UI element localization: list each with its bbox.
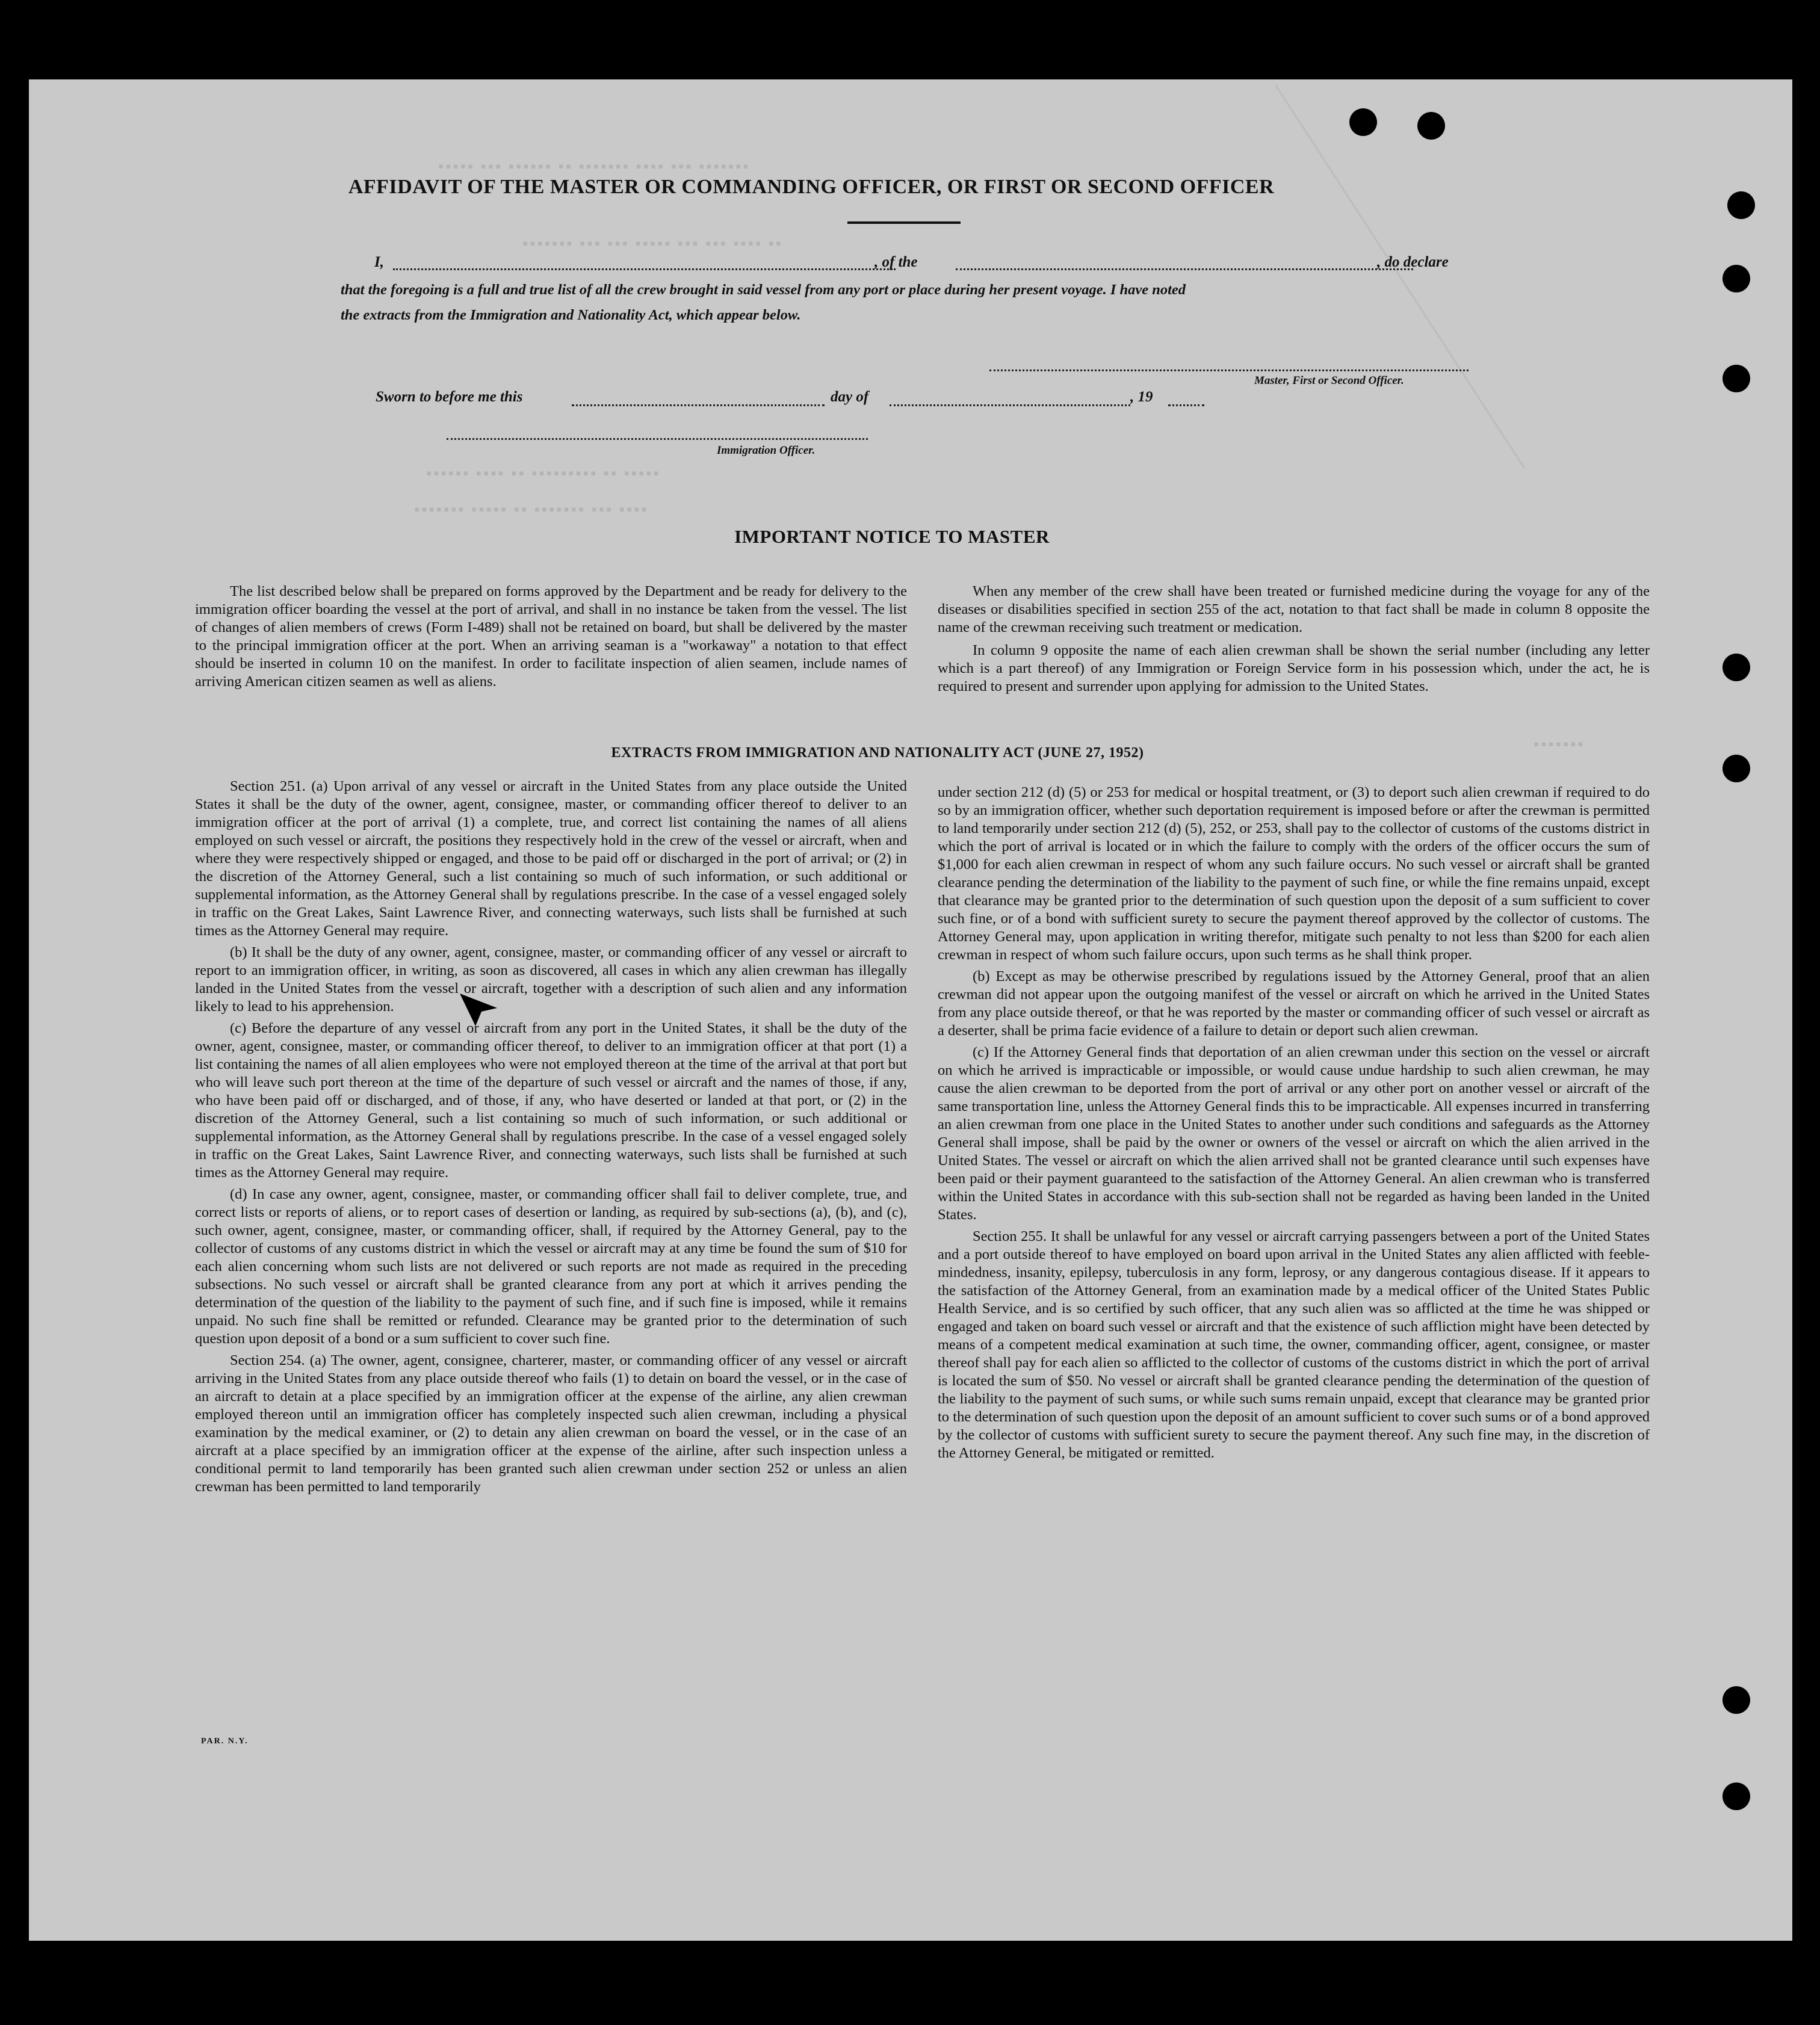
bleed-through-mark: ▪▪▪▪▪▪▪ ▪▪▪▪▪ ▪▪ ▪▪▪▪▪▪▪ ▪▪▪ ▪▪▪▪ [414,501,649,518]
binder-hole [1722,1686,1750,1714]
notice-title: IMPORTANT NOTICE TO MASTER [734,526,1050,547]
day-of-label: day of [831,389,869,405]
notice-left-paragraph: The list described below shall be prepared on forms approved by the Department and be ready for delivery to the immigration officer boarding the vessel at the port of arrival, and shall in no instance be taken from the vessel. The list of changes of alien members of crews (Form I-489) shall not be retained on board, but shall be delivered by the master to the principal immigration officer at the port. When an arriving seaman is a "workaway" a notation to that effect should be inserted in column 10 on the manifest. In order to facilitate inspection of alien seamen, include names of arriving American citizen seamen as well as aliens. [195,583,907,690]
fold-crease [1275,84,1525,469]
vessel-field-line[interactable] [956,268,1413,270]
name-field-line[interactable] [393,268,896,270]
binder-hole [1722,365,1750,392]
bleed-through-mark: ▪▪▪▪▪▪ ▪▪▪▪ ▪▪ ▪▪▪▪▪▪▪▪▪ ▪▪ ▪▪▪▪▪ [426,465,661,482]
binder-hole [1727,191,1755,219]
section-251d: (d) In case any owner, agent, consignee, master, or commanding officer shall fail to deliver complete, true, and correct lists or reports of aliens, or to report cases of desertion or landing, as required by sub-sections (a), (b), and (c), such owner, agent, consignee, master, or commanding officer, shall, if required by the Attorney General, pay to the collector of customs of any customs district in which the vessel or aircraft may at any time be found the sum of $10 for each alien concerning whom such lists are not delivered or such reports are not made as required in the preceding subsections. No such vessel or aircraft shall be granted clearance from any port at which it arrives pending the determination of the question of the liability to the payment of such fine, and if such fine is imposed, while it remains unpaid. No such fine shall be remitted or refunded. Clearance may be granted prior to the determination of such question upon deposit of a bond or a sum sufficient to cover such fine. [195,1186,907,1347]
pointer-arrow-icon [457,990,500,1028]
year-prefix-label: , 19 [1130,389,1153,405]
extracts-title: EXTRACTS FROM IMMIGRATION AND NATIONALITY ACT (JUNE 27, 1952) [611,745,1144,761]
master-signature-label: Master, First or Second Officer. [1254,374,1404,387]
officer-signature-label: Immigration Officer. [717,444,816,457]
section-251c: (c) Before the departure of any vessel or aircraft from any port in the United States, it shall be the duty of the owner, agent, consignee, master, or commanding officer thereof, to deliver to an immigration officer at that port (1) a list containing the names of all alien employees who were not employed thereon at the time of the arrival at that port but who will leave such port thereon at the time of the departure of such vessel or aircraft and the names of those, if any, who have been paid off or discharged, and of those, if any, who have deserted or landed at that port, or (2) in the discretion of the Attorney General, such a list containing so much of such information, or such additional or supplemental information, as the Attorney General shall by regulations prescribe. In the case of a vessel engaged solely in traffic on the Great Lakes, Saint Lawrence River, and connecting waterways, such lists shall be furnished at such times as the Attorney General may require. [195,1020,907,1181]
notice-right-paragraph-2: In column 9 opposite the name of each alien crewman shall be shown the serial number (including any letter which is a part thereof) of any Immigration or Foreign Service form in his possession which, under the act, he is required to present and surrender upon applying for admission to the United States. [938,642,1650,694]
section-255: Section 255. It shall be unlawful for any vessel or aircraft carrying passengers between a port of the United States and a port outside thereof to have employed on board upon arrival in the United States any alien afflicted with feeble-mindedness, insanity, epilepsy, tuberculosis in any form, leprosy, or any dangerous contagious disease. If it appears to the satisfaction of the Attorney General, from an examination made by a medical officer of the United States Public Health Service, and is so certified by such officer, that any such alien was so afflicted at the time he was shipped or engaged and taken on board such vessel or aircraft and that the existence of such affliction might have been detected by means of a competent medical examination at such time, the owner, commanding officer, agent, consignee, or master thereof shall pay for each alien so afflicted to the collector of customs of the customs district in which the port of arrival is located the sum of $50. No vessel or aircraft shall be granted clearance pending the determination of the question of the liability to the payment of such sums, or while such sums remain unpaid, except that clearance may be granted prior to the determination of such question upon the deposit of an amount sufficient to cover such sums or of a bond approved by the collector of customs with sufficient surety to secure the payment thereof. Any such fine may, in the discretion of the Attorney General, be mitigated or remitted. [938,1228,1650,1461]
year-field-line[interactable] [1168,404,1204,406]
bleed-through-mark: ▪▪▪▪▪▪▪ [1534,735,1585,753]
binder-hole [1722,265,1750,292]
printer-mark: PAR. N.Y. [201,1737,249,1746]
master-signature-line[interactable] [989,369,1469,371]
bleed-through-mark: ▪▪▪▪▪▪▪ ▪▪▪ ▪▪▪ ▪▪▪▪▪ ▪▪▪ ▪▪▪ ▪▪▪▪ ▪▪ [522,235,784,252]
affidavit-line-2: that the foregoing is a full and true list of all the crew brought in said vessel from any port or place during her present voyage. I have noted [341,282,1186,298]
affidavit-line-3: the extracts from the Immigration and Nationality Act, which appear below. [341,307,801,323]
notice-right-column [938,583,1650,699]
binder-hole [1349,108,1377,136]
section-254a: Section 254. (a) The owner, agent, consignee, charterer, master, or commanding officer of any vessel or aircraft arriving in the United States from any place outside thereof who fails (1) to detain on board the vessel, or in the case of an aircraft to detain at a place specified by an immigration officer at the expense of the airline, any alien crewman employed thereon until an immigration officer has completely inspected such alien crewman, including a physical examination by the medical examiner, or (2) to detain any alien crewman on board the vessel, or in the case of an aircraft at a place specified by an immigration officer at the expense of the airline, after such inspection unless a conditional permit to land temporarily has been granted such alien crewman under section 252 or unless an alien crewman has been permitted to land temporarily [195,1352,907,1495]
extracts-right-column [938,784,1650,1466]
declare-I-label: I, [374,254,384,270]
section-251a: Section 251. (a) Upon arrival of any vessel or aircraft in the United States from any place outside the United States it shall be the duty of the owner, agent, consignee, master, or commanding officer thereof to deliver to an immigration officer at the port of arrival (1) a complete, true, and correct list containing the names of all aliens employed on such vessel or aircraft, the positions they respectively hold in the crew of the vessel or aircraft, when and where they were respectively shipped or engaged, and those to be paid off or discharged in the port of arrival; or (2) in the discretion of the Attorney General, such a list containing so much of such information, or such additional or supplemental information, as the Attorney General shall by regulations prescribe. In the case of a vessel engaged solely in traffic on the Great Lakes, Saint Lawrence River, and connecting waterways, such lists shall be furnished at such times as the Attorney General may require. [195,778,907,939]
sworn-day-field-line[interactable] [572,404,825,406]
affidavit-title: AFFIDAVIT OF THE MASTER OR COMMANDING OFFICER, OR FIRST OR SECOND OFFICER [348,176,1275,198]
extracts-left-column [195,778,907,1500]
binder-hole [1417,112,1445,140]
bleed-through-mark: ▪▪▪▪▪ ▪▪▪ ▪▪▪▪▪▪ ▪▪ ▪▪▪▪▪▪▪ ▪▪▪▪ ▪▪▪ ▪▪▪▪▪▪▪ [438,158,751,175]
section-254b: (b) Except as may be otherwise prescribed by regulations issued by the Attorney General, proof that an alien crewman did not appear upon the outgoing manifest of the vessel or aircraft on which he arrived in the United States from any place outside thereof, or that he was reported by the master or commanding officer of such vessel or aircraft as a deserter, shall be prima facie evidence of a failure to detain or deport such alien crewman. [938,968,1650,1039]
title-underline [847,221,961,224]
sworn-month-field-line[interactable] [890,404,1130,406]
section-251b: (b) It shall be the duty of any owner, agent, consignee, master, or commanding officer of any vessel or aircraft to report to an immigration officer, in writing, as soon as discovered, all cases in which any alien crewman has illegally landed in the United States from the vessel or aircraft, together with a description of such alien and any information likely to lead to his apprehension. [195,944,907,1015]
binder-hole [1722,755,1750,782]
officer-signature-line[interactable] [447,438,868,440]
section-254c: (c) If the Attorney General finds that deportation of an alien crewman under this section on the vessel or aircraft on which he arrived is impracticable or impossible, or would cause undue hardship to such alien crewman, he may cause the alien crewman to be deported from the port of arrival or any other port on another vessel or aircraft of the same transportation line, unless the Attorney General finds this to be impracticable. All expenses incurred in transferring an alien crewman from one place in the United States to another under such conditions and safeguards as the Attorney General shall impose, shall be paid by the owner or owners of the vessel or aircraft on which the alien arrived in the United States. The vessel or aircraft on which the alien arrived shall not be granted clearance until such expenses have been paid or their payment guaranteed to the satisfaction of the Attorney General. An alien crewman who is transferred within the United States in accordance with this sub-section shall not be regarded as having been landed in the United States. [938,1044,1650,1223]
of-the-label: , of the [874,254,918,270]
binder-hole [1722,654,1750,681]
document-page [29,79,1792,1941]
notice-right-paragraph-1: When any member of the crew shall have been treated or furnished medicine during the voyage for any of the diseases or disabilities specified in section 255 of the act, notation to that fact shall be made in column 8 opposite the name of the crewman receiving such treatment or medication. [938,583,1650,635]
notice-left-column [195,583,907,694]
sworn-before-label: Sworn to before me this [376,389,523,405]
binder-hole [1722,1782,1750,1810]
do-declare-label: , do declare [1377,254,1449,270]
section-254a-continued: under section 212 (d) (5) or 253 for medical or hospital treatment, or (3) to deport such alien crewman if required to do so by an immigration officer, whether such deportation requirement is imposed before or after the crewman is permitted to land temporarily under section 212 (d) (5), 252, or 253, shall pay to the collector of customs of the customs district in which the port of arrival is located or in which the failure to comply with the orders of the officer occurs the sum of $1,000 for each alien crewman in respect of whom any such failure occurs. No such vessel or aircraft shall be granted clearance pending the determination of the liability to the payment of such fine, or while the fine remains unpaid, except that clearance may be granted prior to the determination of such question upon the deposit of a sum sufficient to cover such fine, or of a bond with sufficient surety to secure the payment thereof approved by the collector of customs. The Attorney General may, upon application in writing therefor, mitigate such penalty to not less than $200 for each alien crewman in respect of whom such failure occurs, upon such terms as he shall think proper. [938,784,1650,963]
